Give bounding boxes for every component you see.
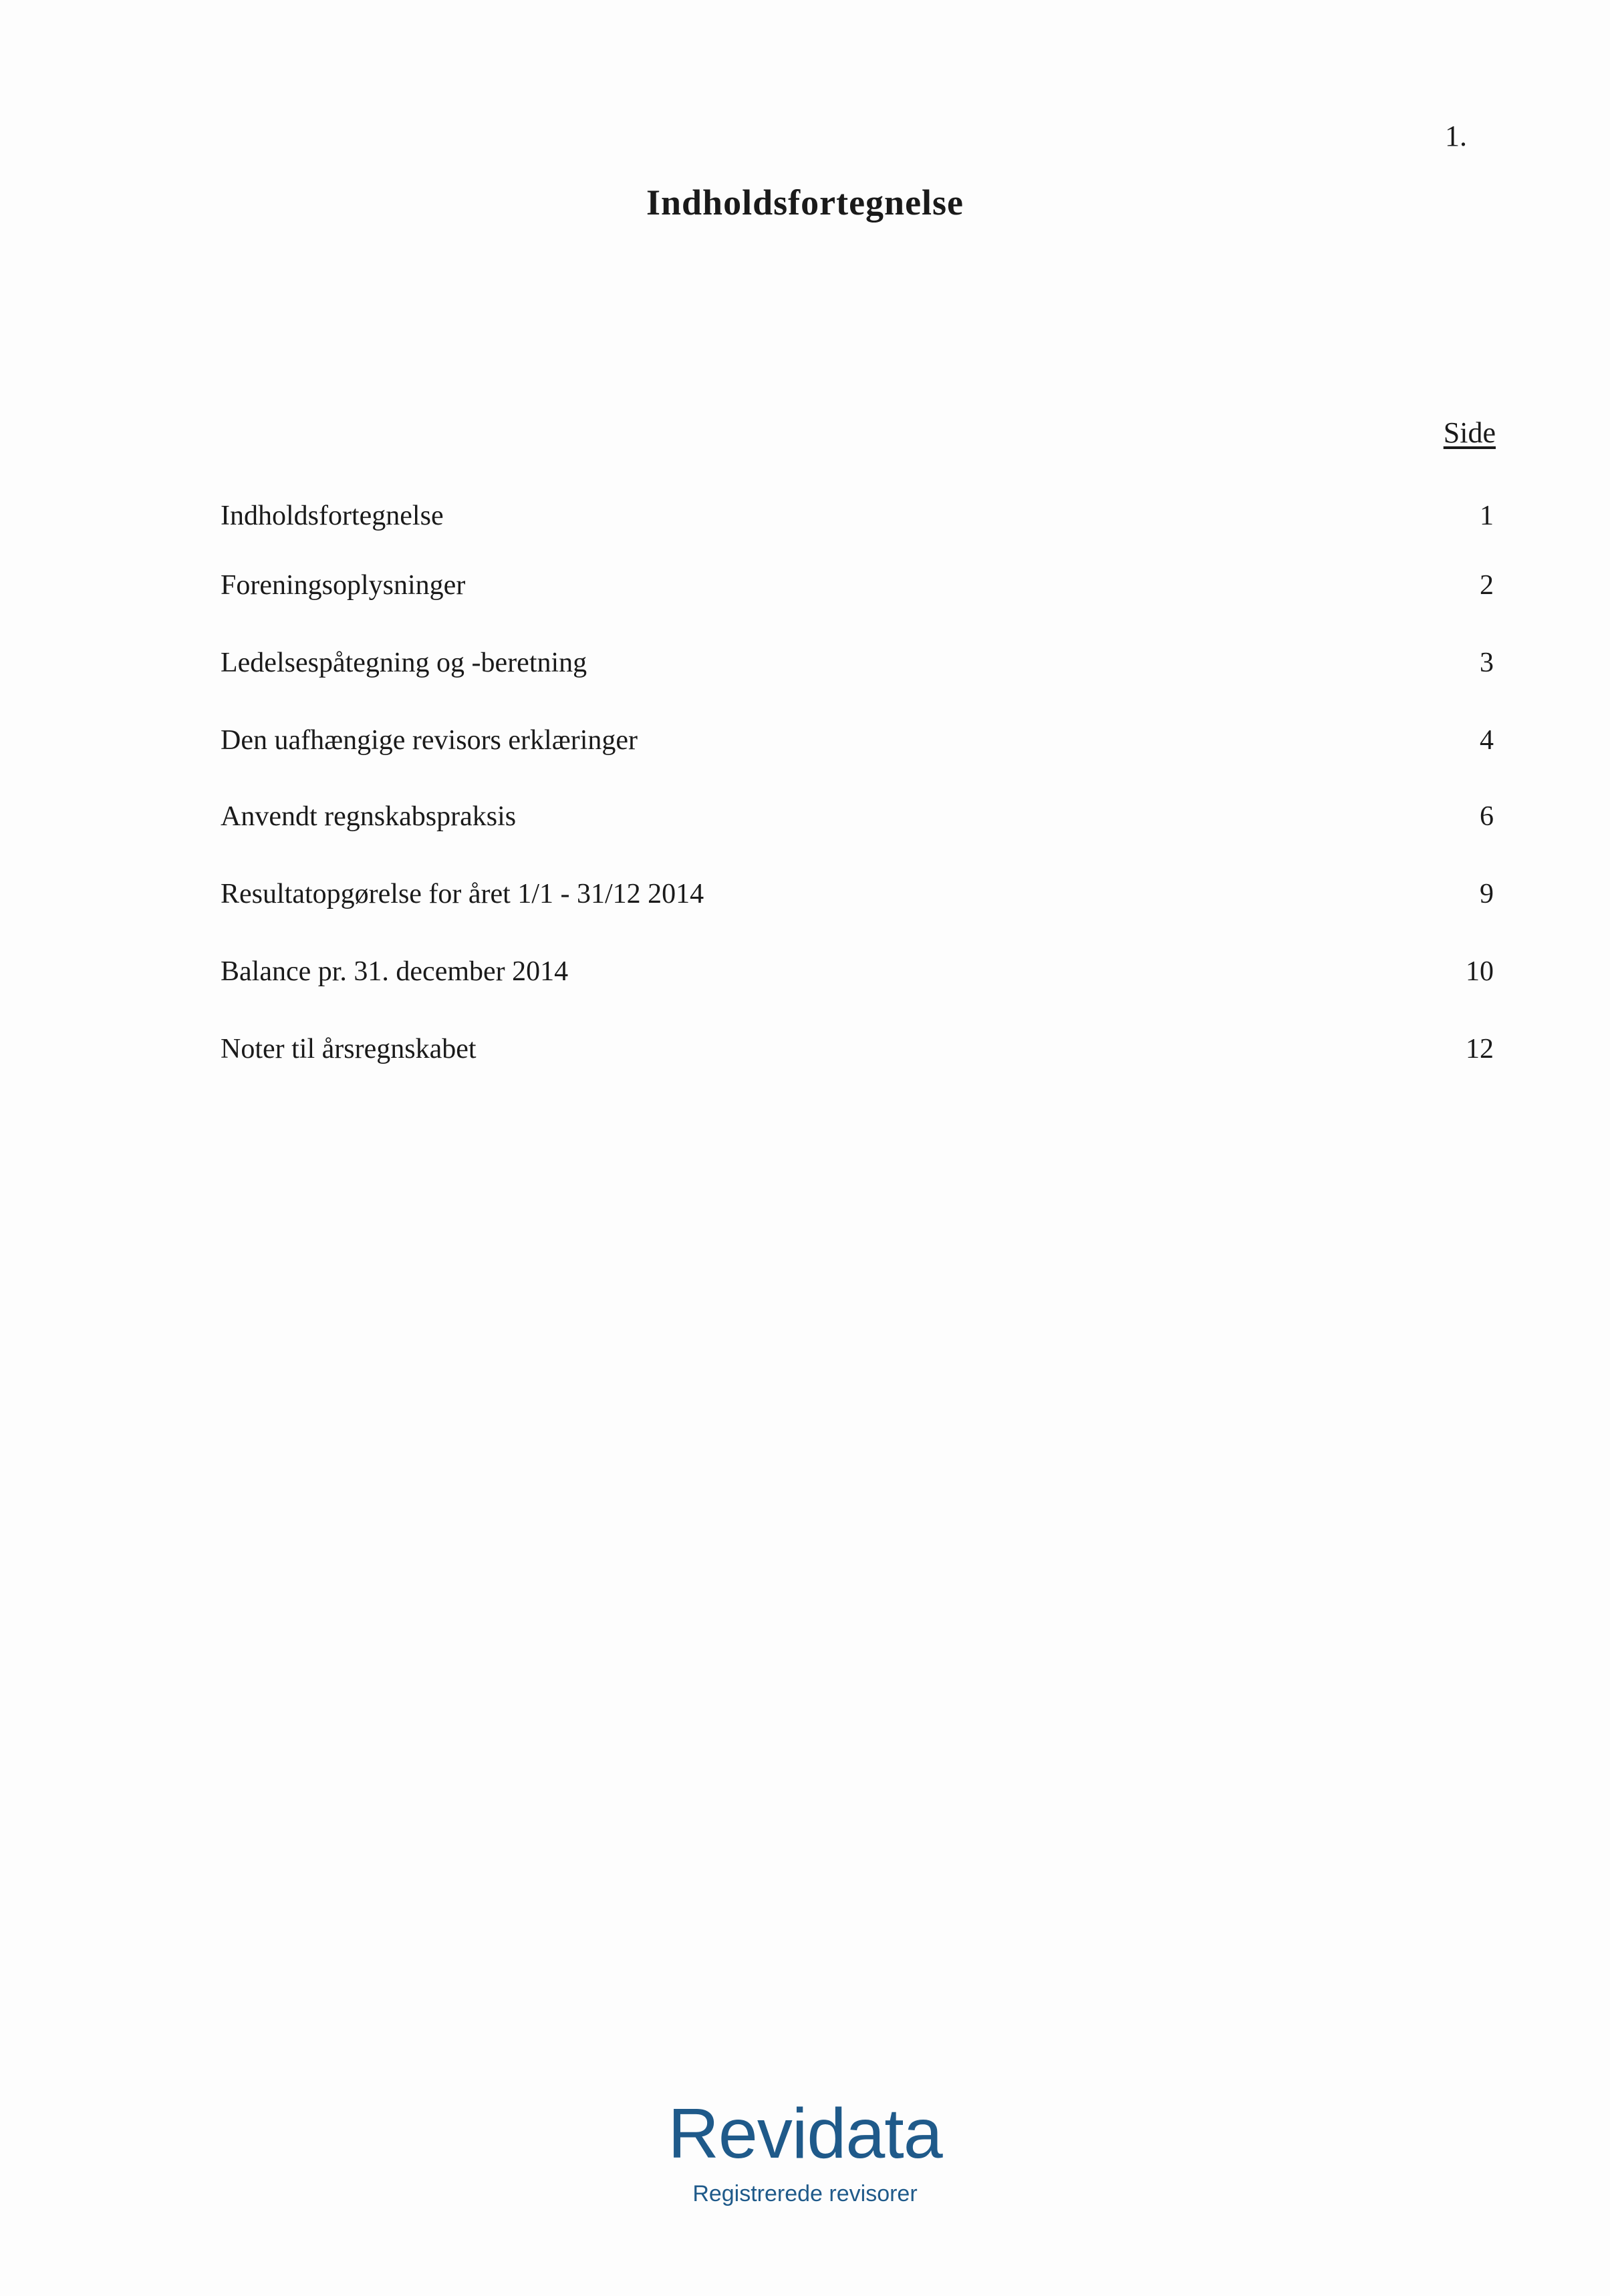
toc-entry-page: 2 — [1480, 570, 1494, 601]
side-column-header: Side — [1443, 416, 1496, 449]
page-number: 1. — [1445, 120, 1467, 152]
toc-entry — [221, 956, 1494, 996]
toc-entry-page: 3 — [1480, 648, 1494, 678]
toc-entry — [221, 1033, 1494, 1073]
toc-entry-label: Resultatopgørelse for året 1/1 - 31/12 2014 — [221, 879, 704, 909]
logo-name: Revidata — [668, 2094, 942, 2173]
toc-entry-page: 4 — [1480, 725, 1494, 756]
toc-entry-label: Noter til årsregnskabet — [221, 1034, 477, 1064]
toc-entry-label: Indholdsfortegnelse — [221, 500, 444, 531]
toc-entry-page: 9 — [1480, 879, 1494, 909]
page-title: Indholdsfortegnelse — [646, 182, 964, 223]
toc-entry-label: Ledelsespåtegning og -beretning — [221, 648, 587, 678]
toc-entry-page: 1 — [1480, 500, 1494, 531]
toc-entry — [221, 878, 1494, 918]
toc-entry-label: Foreningsoplysninger — [221, 570, 466, 601]
toc-entry-page: 12 — [1466, 1034, 1494, 1064]
toc-entry — [221, 724, 1494, 764]
toc-entry-page: 10 — [1466, 956, 1494, 987]
toc-entry — [221, 569, 1494, 609]
toc-entry — [221, 500, 1494, 540]
toc-entry — [221, 801, 1494, 841]
toc-entry-label: Den uafhængige revisors erklæringer — [221, 725, 638, 756]
toc-entry-label: Anvendt regnskabspraksis — [221, 801, 517, 832]
toc-entry-label: Balance pr. 31. december 2014 — [221, 956, 569, 987]
company-logo — [0, 2094, 1610, 2207]
toc-entry — [221, 647, 1494, 687]
logo-tagline: Registrerede revisorer — [692, 2181, 918, 2206]
toc-entry-page: 6 — [1480, 801, 1494, 832]
